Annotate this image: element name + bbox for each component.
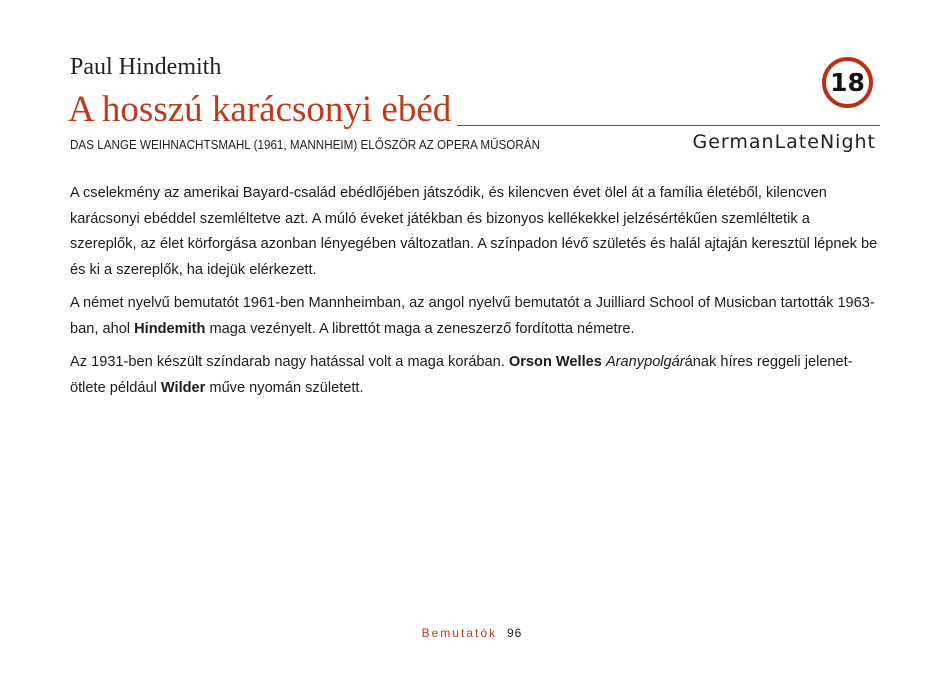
page-number: 96 bbox=[507, 626, 523, 640]
page-footer bbox=[0, 626, 944, 640]
italic-work-title: Aranypolgár bbox=[605, 354, 685, 370]
text-span: A német nyelvű bemutatót 1961-ben Mannheimban, az angol nyelvű bemutatót a Juilliard School of Musicban tartották 1963-ban, ahol bbox=[70, 295, 875, 337]
text-span: műve nyomán született. bbox=[205, 379, 364, 396]
bold-name-hindemith: Hindemith bbox=[134, 320, 206, 337]
series-label: GermanLateNight bbox=[692, 131, 876, 153]
text-span: maga vezényelt. A librettót maga a zeneszerző fordította németre. bbox=[205, 320, 635, 337]
text-span: ának híres reggeli jelenet-ötlete például bbox=[70, 354, 853, 396]
composer-name: Paul Hindemith bbox=[70, 54, 222, 80]
paragraph-1: A cselekmény az amerikai Bayard-család ebédlőjében játszódik, és kilencven évet ölel át a família életéből, kilencven karácsonyi ebéddel szemléltetve azt. A múló éveket játékban és bizonyos kellékekkel jelzésértékűen szemléltetik a szereplők, az élet körforgása azonban lényegében változatlan. A színpadon lévő születés és halál ajtaján keresztül lépnek be és ki a szereplők, ha idejük elérkezett. bbox=[70, 185, 878, 278]
title-divider bbox=[457, 125, 880, 126]
page-title: A hosszú karácsonyi ebéd bbox=[68, 89, 452, 130]
subtitle: DAS LANGE WEIHNACHTSMAHL (1961, MANNHEIM) ELŐSZÖR AZ OPERA MŰSORÁN bbox=[70, 137, 540, 152]
title-row bbox=[68, 90, 880, 130]
bold-name-welles: Orson Welles bbox=[508, 354, 602, 370]
paragraph-3 bbox=[70, 350, 880, 401]
article-body bbox=[70, 181, 880, 409]
text-span: Az 1931-ben készült színdarab nagy hatással volt a maga korában. bbox=[70, 354, 509, 370]
footer-section-label: Bemutatók bbox=[421, 626, 497, 640]
age-rating-value: 18 bbox=[830, 68, 865, 97]
bold-name-wilder: Wilder bbox=[160, 379, 206, 396]
paragraph-2 bbox=[70, 291, 880, 342]
